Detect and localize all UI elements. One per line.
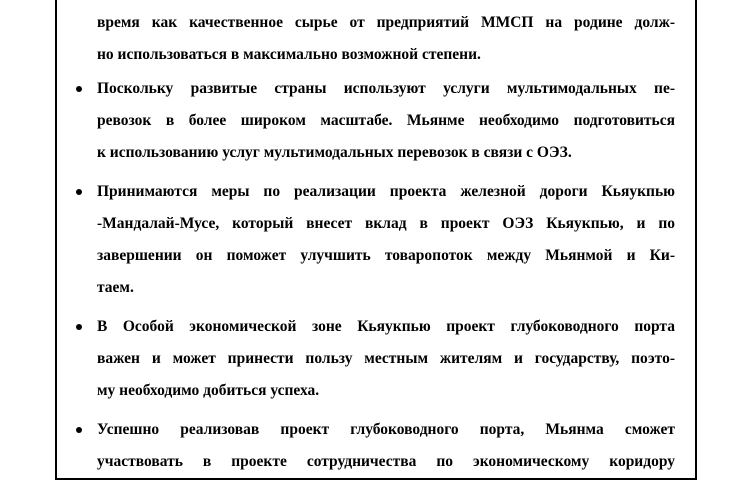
bullet-paragraph bbox=[97, 73, 675, 169]
bullet-icon bbox=[76, 324, 82, 330]
bullet-icon bbox=[76, 427, 82, 433]
text-line: му необходимо добиться успеха. bbox=[97, 382, 320, 399]
text-line: -Мандалай-Мусе, который внесет вклад в проект ОЭЗ Кьяукпью, и по bbox=[97, 215, 675, 232]
text-line: к использованию услуг мультимодальных перевозок в связи с ОЭЗ. bbox=[97, 144, 572, 161]
text-line: важен и может принести пользу местным жителям и государству, поэто- bbox=[97, 350, 675, 367]
text-line: В Особой экономической зоне Кьяукпью проект глубоководного порта bbox=[97, 318, 675, 335]
text-line: Принимаются меры по реализации проекта железной дороги Кьяукпью bbox=[97, 183, 675, 200]
text-line: таем. bbox=[97, 279, 134, 296]
paragraph-continuation bbox=[97, 7, 675, 71]
bullet-paragraph bbox=[97, 176, 675, 304]
text-line: участвовать в проекте сотрудничества по экономическому коридору bbox=[97, 453, 675, 470]
bullet-paragraph bbox=[97, 311, 675, 407]
bullet-icon bbox=[76, 189, 82, 195]
bullet-icon bbox=[76, 86, 82, 92]
text-line: но использоваться в максимально возможной степени. bbox=[97, 46, 481, 63]
text-line: Успешно реализовав проект глубоководного порта, Мьянма сможет bbox=[97, 421, 675, 438]
text-line: Поскольку развитые страны используют услуги мультимодальных пе- bbox=[97, 80, 675, 97]
text-line: ревозок в более широком масштабе. Мьянме необходимо подготовиться bbox=[97, 112, 675, 129]
bullet-paragraph bbox=[97, 414, 675, 478]
text-line: время как качественное сырье от предприятий ММСП на родине долж- bbox=[97, 14, 675, 31]
text-line: завершении он поможет улучшить товаропоток между Мьянмой и Ки- bbox=[97, 247, 675, 264]
